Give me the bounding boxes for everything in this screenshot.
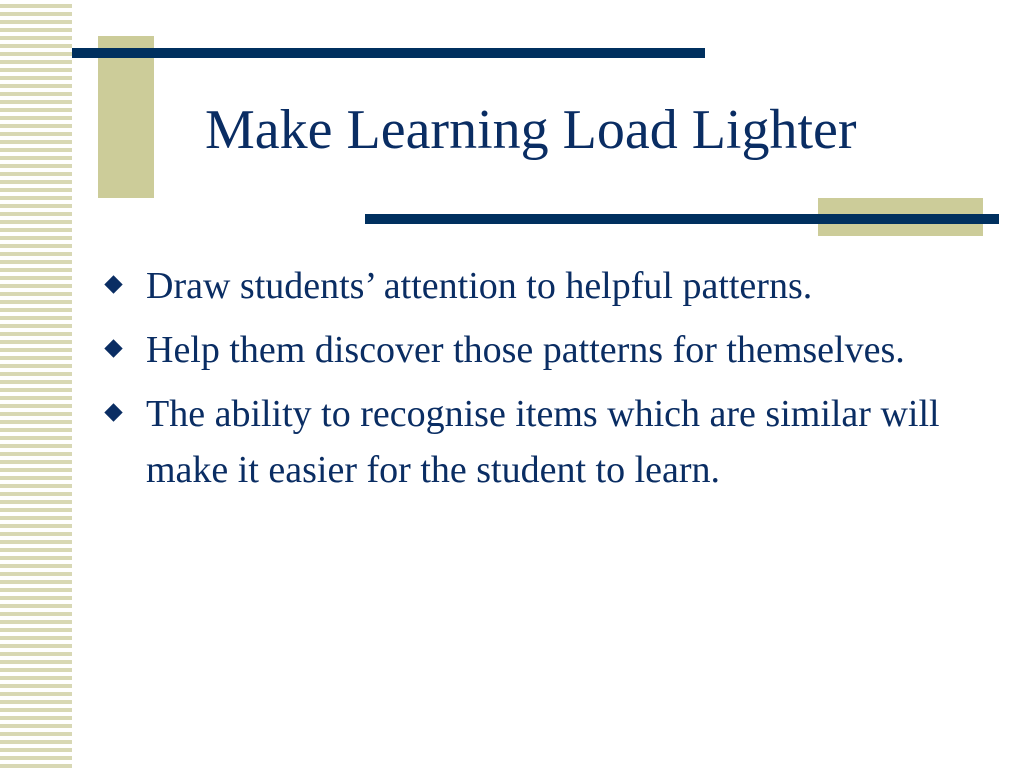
bullet-list	[100, 258, 980, 506]
bullet-text: The ability to recognise items which are similar will make it easier for the student to learn.	[146, 393, 940, 491]
slide-title: Make Learning Load Lighter	[205, 99, 857, 161]
title-rule-top	[72, 48, 705, 58]
diamond-bullet-icon	[104, 339, 122, 357]
decorative-stripe-strip	[0, 0, 72, 768]
diamond-bullet-icon	[104, 275, 122, 293]
title-rule-bottom	[365, 214, 999, 224]
bullet-item	[100, 386, 980, 498]
bullet-item	[100, 322, 980, 378]
bullet-text: Help them discover those patterns for themselves.	[146, 329, 905, 371]
accent-block-left	[98, 36, 154, 198]
bullet-item	[100, 258, 980, 314]
bullet-text: Draw students’ attention to helpful patterns.	[146, 265, 813, 307]
diamond-bullet-icon	[104, 403, 122, 421]
